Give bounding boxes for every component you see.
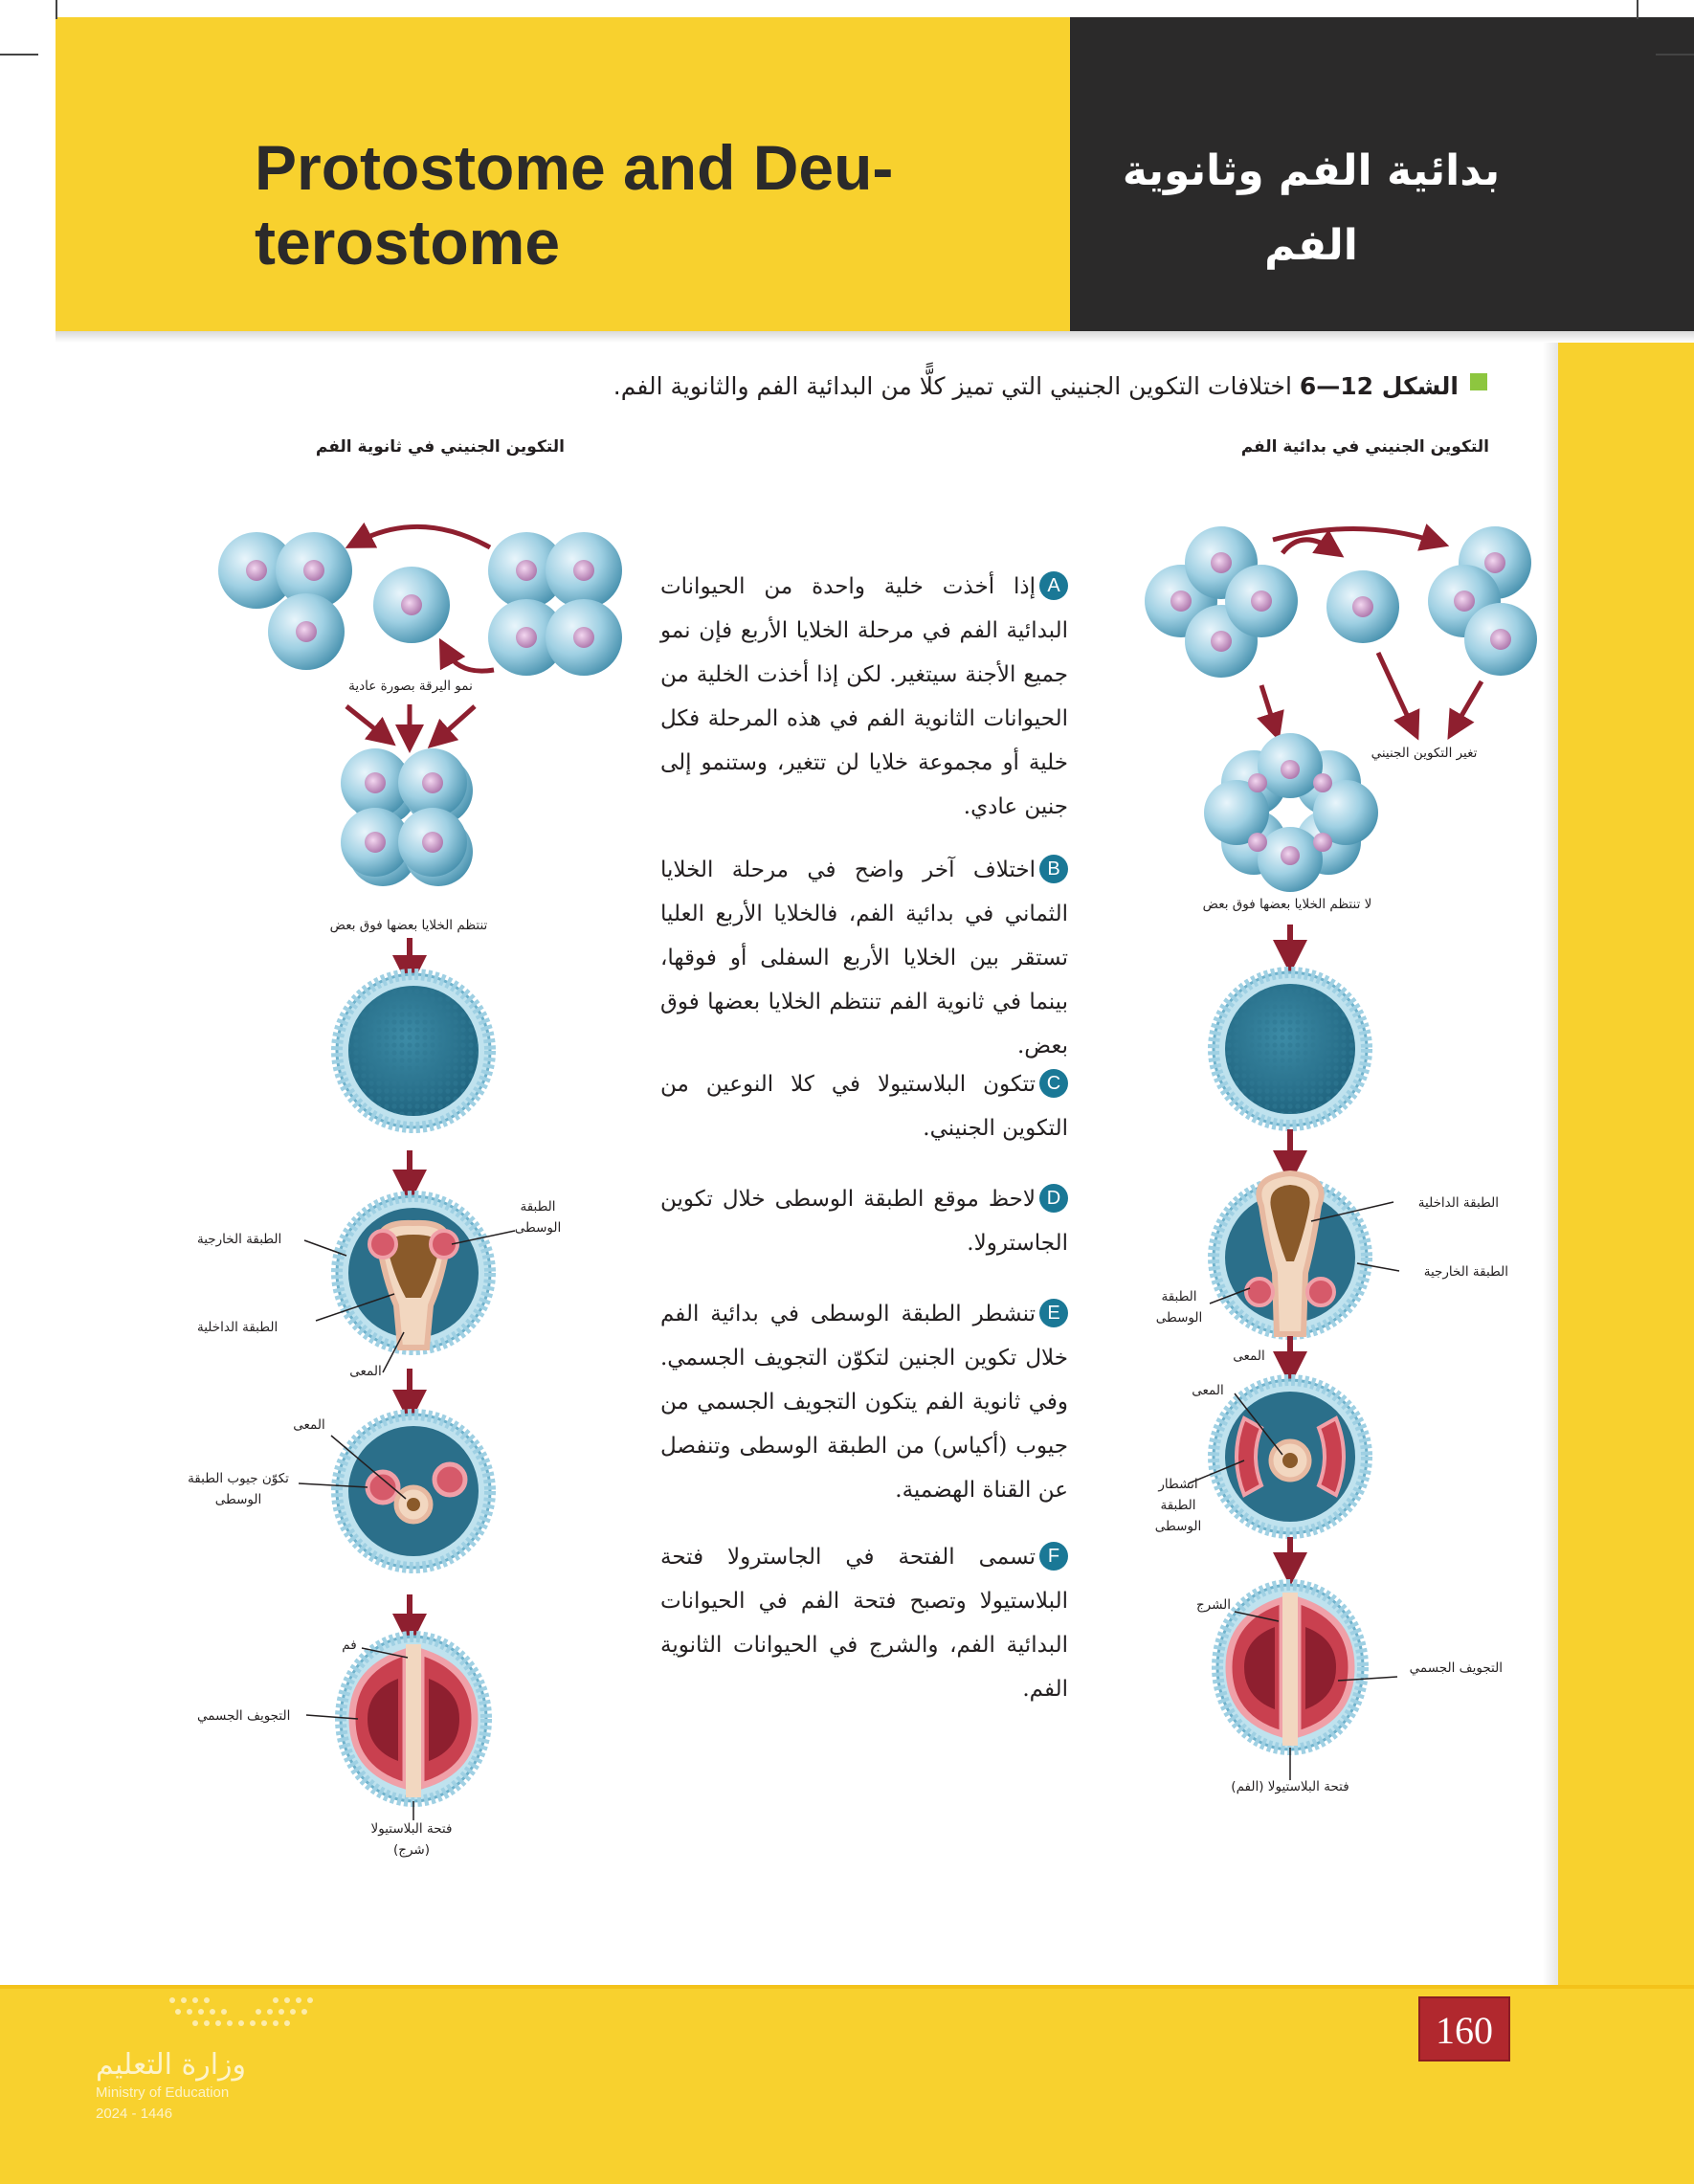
label-gut-d1: المعى <box>349 1364 382 1379</box>
page-title-arabic: بدائية الفم وثانوية الفم <box>1122 146 1501 270</box>
label-coelom-p: التجويف الجسمي <box>1409 1660 1503 1676</box>
deuterostome-four-cell <box>488 532 622 676</box>
label-coelom-d: التجويف الجسمي <box>197 1708 291 1724</box>
label-gut-d2: المعى <box>293 1417 325 1433</box>
step-d <box>660 1177 1068 1265</box>
ministry-logo <box>96 2048 325 2125</box>
step-letter-d: D <box>1039 1184 1068 1213</box>
protostome-gastrula <box>1214 1173 1367 1334</box>
page-number: 160 <box>1418 1996 1510 2061</box>
ministry-name-english: Ministry of Education <box>96 2084 230 2101</box>
step-c-text: تتكون البلاستيولا في كلا النوعين من التكوين الجنيني. <box>660 1072 1068 1141</box>
step-d-text: لاحظ موقع الطبقة الوسطى خلال تكوين الجاسترولا. <box>660 1187 1068 1256</box>
label-endoderm-d: الطبقة الداخلية <box>197 1320 279 1335</box>
protostome-eight-cell <box>1204 733 1378 892</box>
caption-text: اختلافات التكوين الجنيني التي تميز كلًّا من البدائية الفم والثانوية الفم. <box>613 372 1292 400</box>
label-blastopore-p: فتحة البلاستيولا (الفم) <box>1231 1779 1349 1794</box>
step-b <box>660 848 1068 1068</box>
protostome-three-cells <box>1428 526 1537 676</box>
label-mesoderm-pouches: تكوّن جيوب الطبقة الوسطى <box>188 1471 289 1507</box>
label-ectoderm-d: الطبقة الخارجية <box>197 1232 282 1247</box>
protostome-four-cell <box>1145 526 1298 678</box>
protostome-heading: التكوين الجنيني في بدائية الفم <box>1240 437 1489 457</box>
protostome-single-cell <box>1326 570 1399 643</box>
label-mesoderm-d: الطبقة الوسطى <box>514 1199 562 1236</box>
step-b-text: اختلاف آخر واضح في مرحلة الخلايا الثماني في بدائية الفم، فالخلايا الأربع العليا تستقر بين الخلايا الأربع السفلى أو فوقها، بينما في ثانوية الفم تنتظم الخلايا بعضها فوق بعض. <box>660 858 1068 1059</box>
label-mesoderm-split: انشطار الطبقة الوسطى <box>1154 1477 1202 1534</box>
deuterostome-coelom <box>341 1637 486 1801</box>
deuterostome-gastrula <box>337 1196 490 1349</box>
label-blastopore-d: فتحة البلاستيولا (شرج) <box>370 1821 453 1858</box>
figure-label: الشكل 12—6 <box>1299 372 1459 400</box>
step-a-text: إذا أخذت خلية واحدة من الحيوانات البدائية الفم في مرحلة الخلايا الأربع فإن نمو جميع الأجنة سيتغير. لكن إذا أخذت الخلية من الحيوانات الثانوية الفم في هذه المرحلة فكل خلية أو مجموعة خلايا لن تتغير، وستنمو إلى جنين عادي. <box>660 574 1068 819</box>
deuterostome-heading: التكوين الجنيني في ثانوية الفم <box>315 437 565 457</box>
label-gut-p1: المعى <box>1233 1348 1265 1364</box>
label-cells-not-stacked: لا تنتظم الخلايا بعضها فوق بعض <box>1202 897 1372 912</box>
step-letter-a: A <box>1039 571 1068 600</box>
step-c <box>660 1062 1068 1150</box>
ministry-logo-icon <box>165 1993 318 2035</box>
label-endoderm-p: الطبقة الداخلية <box>1417 1195 1499 1211</box>
step-e-text: تنشطر الطبقة الوسطى في بدائية الفم خلال تكوين الجنين لتكوّن التجويف الجسمي. وفي ثانوية الفم يتكون التجويف الجسمي من جيوب (أكياس) من الطبقة الوسطى وتنفصل عن القناة الهضمية. <box>660 1302 1068 1503</box>
step-letter-e: E <box>1039 1299 1068 1327</box>
label-normal-growth: نمو اليرقة بصورة عادية <box>348 679 473 694</box>
protostome-blastula <box>1214 972 1367 1125</box>
label-gut-p2: المعى <box>1192 1383 1224 1398</box>
deuterostome-single-cell <box>373 567 450 643</box>
label-mouth-d: فم <box>342 1638 357 1653</box>
deuterostome-eight-cell <box>341 748 473 886</box>
page-title-english: Protostome and Deu- terostome <box>255 132 894 278</box>
step-e <box>660 1292 1068 1512</box>
label-anus-p: الشرج <box>1195 1597 1232 1613</box>
label-altered-development: تغير التكوين الجنيني <box>1371 746 1478 761</box>
deuterostome-pouch-stage <box>337 1415 490 1568</box>
step-letter-c: C <box>1039 1069 1068 1098</box>
ministry-name-arabic: وزارة التعليم <box>96 2048 247 2082</box>
step-f-text: تسمى الفتحة في الجاسترولا فتحة البلاستيولا وتصبح فتحة الفم في الحيوانات البدائية الفم، والشرج في الحيوانات الثانوية الفم. <box>660 1545 1068 1702</box>
label-mesoderm-p: الطبقة الوسطى <box>1155 1289 1203 1326</box>
step-a <box>660 565 1068 829</box>
ministry-year: 2024 - 1446 <box>96 2106 173 2122</box>
step-letter-f: F <box>1039 1542 1068 1571</box>
step-f <box>660 1535 1068 1711</box>
label-cells-stacked: تنتظم الخلايا بعضها فوق بعض <box>329 918 488 933</box>
deuterostome-two-cells <box>218 532 352 670</box>
step-letter-b: B <box>1039 855 1068 883</box>
deuterostome-blastula <box>337 974 490 1127</box>
protostome-coelom-forming <box>1214 1380 1367 1533</box>
label-ectoderm-p: الطبقة الخارجية <box>1423 1264 1508 1280</box>
